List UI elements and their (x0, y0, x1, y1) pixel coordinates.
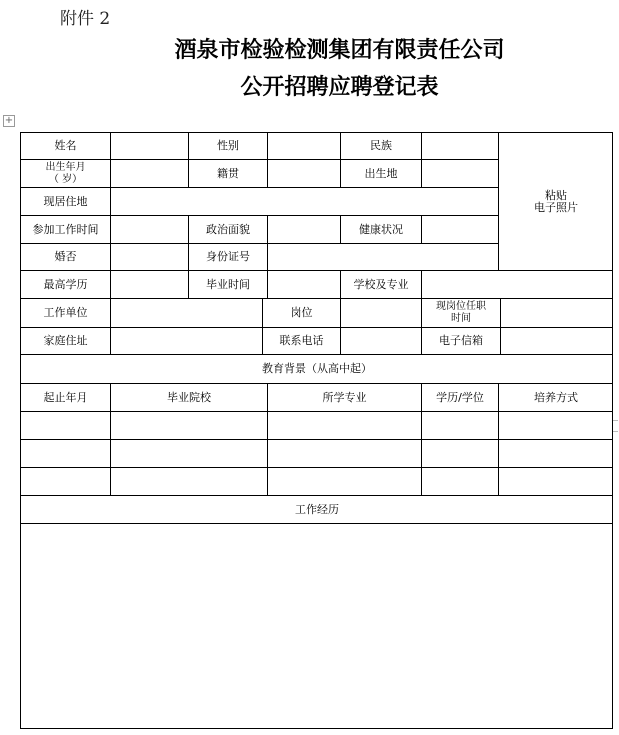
edu-row-1-school[interactable] (110, 411, 267, 439)
edu-row-2-degree[interactable] (421, 439, 498, 467)
edu-row-2-major[interactable] (267, 439, 421, 467)
education-input-cell[interactable] (110, 270, 188, 298)
edu-row-1-degree[interactable] (421, 411, 498, 439)
edu-col-major: 所学专业 (267, 383, 421, 411)
employer-label: 工作单位 (20, 298, 110, 327)
current-position-time-label: 现岗位任职 时间 (421, 298, 500, 327)
address-label: 家庭住址 (20, 327, 110, 354)
work-section-title: 工作经历 (20, 495, 613, 523)
attachment-label: 附件 2 (60, 9, 111, 29)
school-major-input-cell[interactable] (421, 270, 613, 298)
political-status-input-cell[interactable] (267, 215, 340, 243)
name-label: 姓名 (20, 132, 110, 159)
position-label: 岗位 (262, 298, 340, 327)
birth-date-label: 出生年月 （ 岁） (20, 159, 110, 187)
ethnicity-label: 民族 (340, 132, 421, 159)
native-place-label: 籍贯 (188, 159, 267, 187)
edu-col-degree: 学历/学位 (421, 383, 498, 411)
document-subtitle: 公开招聘应聘登记表 (240, 74, 439, 100)
ethnicity-input-cell[interactable] (421, 132, 498, 159)
edu-col-period: 起止年月 (20, 383, 110, 411)
address-input-cell[interactable] (110, 327, 262, 354)
edu-row-1-mode[interactable] (498, 411, 613, 439)
political-status-label: 政治面貌 (188, 215, 267, 243)
birthplace-input-cell[interactable] (421, 159, 498, 187)
photo-placeholder[interactable]: 粘贴 电子照片 (498, 132, 613, 270)
edu-col-training-mode: 培养方式 (498, 383, 613, 411)
gender-label: 性别 (188, 132, 267, 159)
email-label: 电子信箱 (421, 327, 500, 354)
education-section-title: 教育背景（从高中起） (20, 354, 613, 383)
graduation-time-input-cell[interactable] (267, 270, 340, 298)
email-input-cell[interactable] (500, 327, 613, 354)
school-major-label: 学校及专业 (340, 270, 421, 298)
current-position-time-input-cell[interactable] (500, 298, 613, 327)
health-input-cell[interactable] (421, 215, 498, 243)
id-number-input-cell[interactable] (267, 243, 498, 270)
edu-row-1-major[interactable] (267, 411, 421, 439)
marital-input-cell[interactable] (110, 243, 188, 270)
edu-row-3-period[interactable] (20, 467, 110, 495)
education-label: 最高学历 (20, 270, 110, 298)
birth-date-input-cell[interactable] (110, 159, 188, 187)
edu-row-1-period[interactable] (20, 411, 110, 439)
edu-row-2-period[interactable] (20, 439, 110, 467)
edu-row-2-mode[interactable] (498, 439, 613, 467)
work-start-input-cell[interactable] (110, 215, 188, 243)
position-input-cell[interactable] (340, 298, 421, 327)
marital-label: 婚否 (20, 243, 110, 270)
native-place-input-cell[interactable] (267, 159, 340, 187)
phone-input-cell[interactable] (340, 327, 421, 354)
id-number-label: 身份证号 (188, 243, 267, 270)
residence-label: 现居住地 (20, 187, 110, 215)
document-title: 酒泉市检验检测集团有限责任公司 (174, 37, 505, 63)
edu-row-3-school[interactable] (110, 467, 267, 495)
phone-label: 联系电话 (262, 327, 340, 354)
birthplace-label: 出生地 (340, 159, 421, 187)
edu-row-2-school[interactable] (110, 439, 267, 467)
edu-row-3-mode[interactable] (498, 467, 613, 495)
edu-col-school: 毕业院校 (110, 383, 267, 411)
residence-input-cell[interactable] (110, 187, 498, 215)
employer-input-cell[interactable] (110, 298, 262, 327)
work-start-label: 参加工作时间 (20, 215, 110, 243)
edu-row-3-degree[interactable] (421, 467, 498, 495)
name-input-cell[interactable] (110, 132, 188, 159)
graduation-time-label: 毕业时间 (188, 270, 267, 298)
edu-row-3-major[interactable] (267, 467, 421, 495)
work-experience-input-area[interactable] (20, 523, 613, 729)
table-move-handle-icon[interactable]: + (4, 115, 14, 126)
health-label: 健康状况 (340, 215, 421, 243)
gender-input-cell[interactable] (267, 132, 340, 159)
